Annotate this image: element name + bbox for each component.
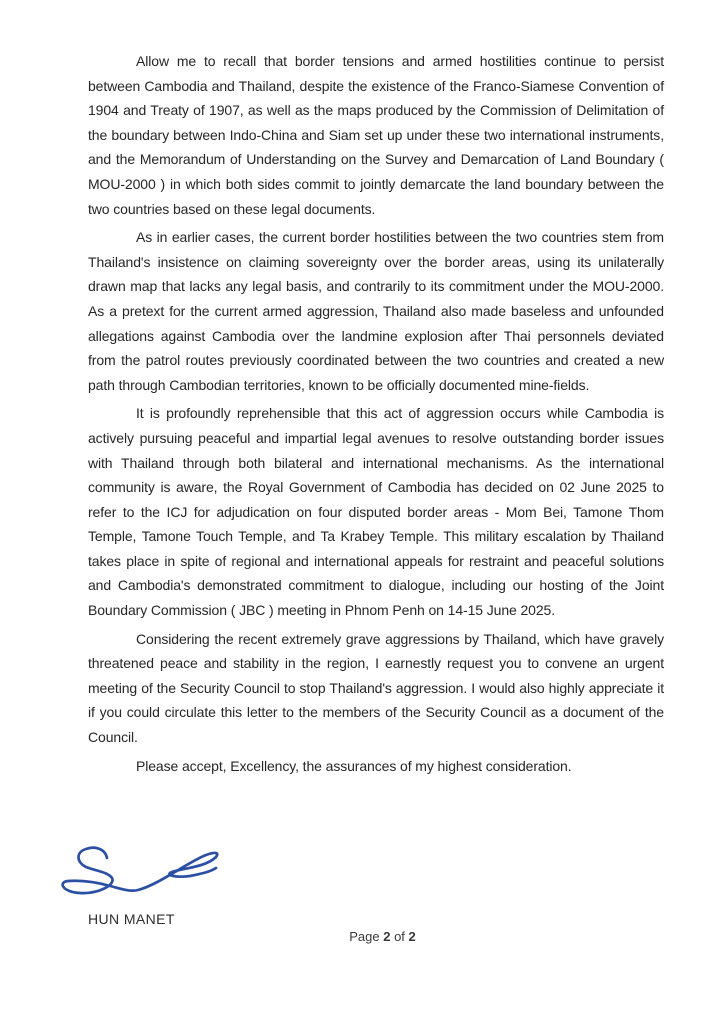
signer-name: HUN MANET — [88, 911, 175, 927]
signature-scribble — [58, 840, 228, 902]
footer-page-label: Page — [349, 929, 380, 944]
signature — [58, 840, 228, 902]
signature-ink-stroke — [63, 848, 218, 893]
footer-page-total: 2 — [408, 929, 416, 944]
paragraph-1: Allow me to recall that border tensions and armed hostilities continue to persist between Cambodia and Thailand, despite the existence of the Franco-Siamese Convention of 1904 and Treaty of 1907, as well as the maps produced by the Commission of Delimitation of the boundary between Indo-China and Siam set up under these two international instruments, and the Memorandum of Understanding on the Survey and Demarcation of Land Boundary ( MOU-2000 ) in which both sides commit to jointly demarcate the land boundary between the two countries based on these legal documents. — [88, 53, 664, 217]
paragraph-3: It is profoundly reprehensible that this act of aggression occurs while Cambodia is actively pursuing peaceful and impartial legal avenues to resolve outstanding border issues with Thailand through both bilateral and international mechanisms. As the international community is aware, the Royal Government of Cambodia has decided on 02 June 2025 to refer to the ICJ for adjudication on four disputed border areas - Mom Bei, Tamone Thom Temple, Tamone Touch Temple, and Ta Krabey Temple. This military escalation by Thailand takes place in spite of regional and international appeals for restraint and peaceful solutions and Cambodia's demonstrated commitment to dialogue, including our hosting of the Joint Boundary Commission ( JBC ) meeting in Phnom Penh on 14-15 June 2025. — [88, 405, 664, 619]
paragraph-5: Please accept, Excellency, the assurances of my highest consideration. — [136, 757, 572, 774]
paragraph-4: Considering the recent extremely grave aggressions by Thailand, which have gravely threatened peace and stability in the region, I earnestly request you to convene an urgent meeting of the Security Council to stop Thailand's aggression. I would also highly appreciate it if you could circulate this letter to the members of the Security Council as a document of the Council. — [88, 630, 664, 746]
footer-page-number: 2 — [383, 929, 391, 944]
letter-body — [88, 49, 664, 782]
page-footer — [40, 929, 725, 944]
paragraph-2: As in earlier cases, the current border hostilities between the two countries stem from Thailand's insistence on claiming sovereignty over the border areas, using its unilaterally drawn map that lacks any legal basis, and contrarily to its commitment under the MOU-2000. As a pretext for the current armed aggression, Thailand also made baseless and unfounded allegations against Cambodia over the landmine explosion after Thai personnels deviated from the patrol routes previously coordinated between the two countries and created a new path through Cambodian territories, known to be officially documented mine-fields. — [88, 229, 664, 393]
footer-of-label: of — [394, 929, 405, 944]
